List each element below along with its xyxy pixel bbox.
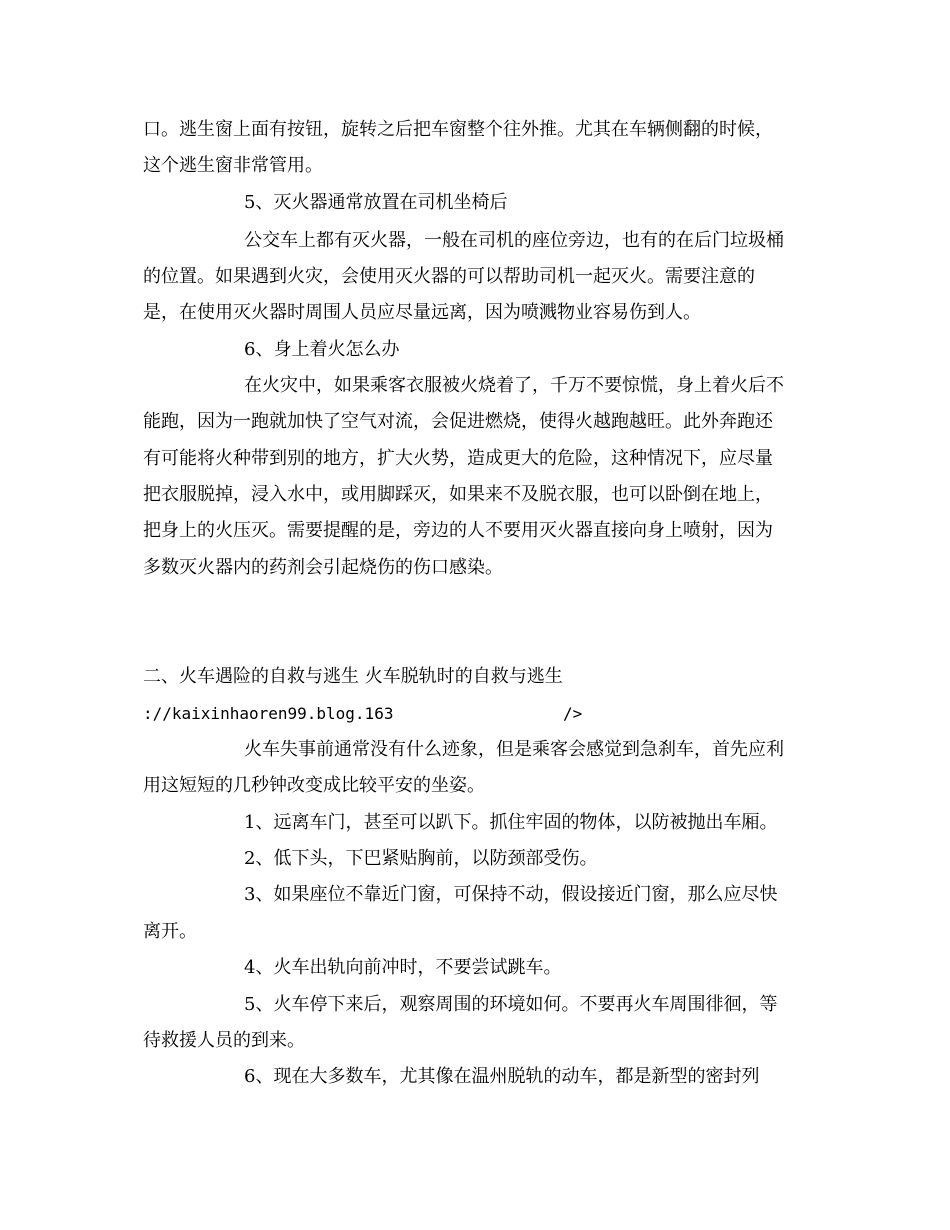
text-line: 能跑，因为一跑就加快了空气对流，会促进燃烧，使得火越跑越旺。此外奔跑还 [143, 411, 773, 432]
text-line: 用这短短的几秒钟改变成比较平安的坐姿。 [143, 775, 485, 796]
text-line: 口。逃生窗上面有按钮，旋转之后把车窗整个往外推。尤其在车辆侧翻的时候， [143, 119, 773, 140]
url-text: ://kaixinhaoren99.blog.163 [143, 704, 394, 723]
text-line: 火车失事前通常没有什么迹象，但是乘客会感觉到急刹车，首先应利 [244, 739, 784, 760]
text-line: 3、如果座位不靠近门窗，可保持不动，假设接近门窗，那么应尽快 [244, 884, 778, 905]
section-heading-train: 二、火车遇险的自救与逃生 火车脱轨时的自救与逃生 [143, 666, 563, 687]
text-line: 的位置。如果遇到火灾，会使用灭火器的可以帮助司机一起灭火。需要注意的 [143, 266, 755, 287]
text-line: 是，在使用灭火器时周围人员应尽量远离，因为喷溅物业容易伤到人。 [143, 302, 701, 323]
item-heading-extinguisher: 5、灭火器通常放置在司机坐椅后 [244, 192, 508, 213]
text-line: 把衣服脱掉，浸入水中，或用脚踩灭，如果来不及脱衣服，也可以卧倒在地上， [143, 484, 773, 505]
text-line: 多数灭火器内的药剂会引起烧伤的伤口感染。 [143, 557, 503, 578]
list-item: 4、火车出轨向前冲时，不要尝试跳车。 [244, 957, 562, 978]
text-line: 这个逃生窗非常管用。 [143, 155, 323, 176]
text-line: 公交车上都有灭火器，一般在司机的座位旁边，也有的在后门垃圾桶 [244, 230, 784, 251]
url-suffix: /> [563, 704, 583, 723]
text-line: 离开。 [143, 921, 197, 942]
list-item: 1、远离车门，甚至可以趴下。抓住牢固的物体，以防被抛出车厢。 [244, 812, 778, 833]
text-line: 待救援人员的到来。 [143, 1030, 305, 1051]
text-line: 把身上的火压灭。需要提醒的是，旁边的人不要用灭火器直接向身上喷射，因为 [143, 520, 773, 541]
item-heading-clothes-on-fire: 6、身上着火怎么办 [244, 339, 400, 360]
list-item: 6、现在大多数车，尤其像在温州脱轨的动车，都是新型的密封列 [244, 1066, 760, 1087]
text-line: 在火灾中，如果乘客衣服被火烧着了，千万不要惊慌，身上着火后不 [244, 375, 784, 396]
list-item: 2、低下头，下巴紧贴胸前，以防颈部受伤。 [244, 848, 598, 869]
text-line: 有可能将火种带到别的地方，扩大火势，造成更大的危险，这种情况下，应尽量 [143, 448, 773, 469]
url-line [143, 702, 583, 726]
text-line: 5、火车停下来后，观察周围的环境如何。不要再火车周围徘徊，等 [244, 994, 778, 1015]
